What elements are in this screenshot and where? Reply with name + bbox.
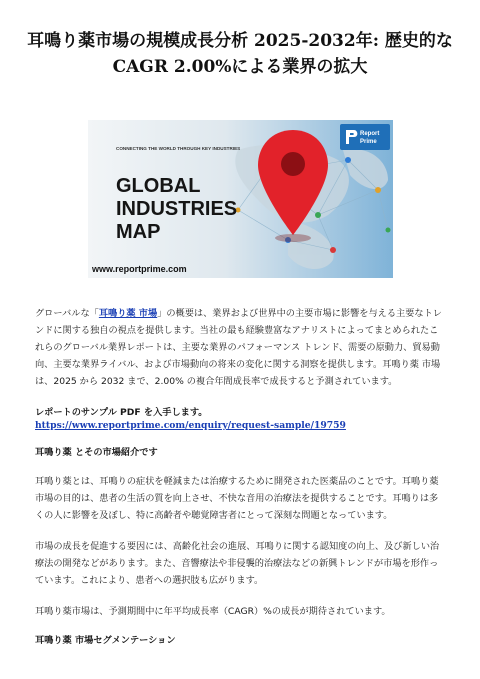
document-title: 耳鳴り薬市場の規模成長分析 2025-2032年: 歴史的なCAGR 2.00%による業界の拡大 <box>27 31 453 77</box>
hero-tagline: CONNECTING THE WORLD THROUGH KEY INDUSTRIES <box>116 146 241 151</box>
sample-request <box>35 406 447 432</box>
intro-prefix: グローバルな「 <box>35 308 99 319</box>
growth-factors-paragraph: 市場の成長を促進する要因には、高齢化社会の進展、耳鳴りに関する認知度の向上、及び新しい治療法の開発などがあります。また、音響療法や非侵襲的治療法などの新興トレンドが市場を形作っています。これにより、患者への選択肢も広がります。 <box>35 541 440 586</box>
hero-heading-line2: INDUSTRIES <box>116 198 238 220</box>
description-paragraph: 耳鳴り薬とは、耳鳴りの症状を軽減または治療するために開発された医薬品のことです。耳鳴り薬市場の目的は、患者の生活の質を向上させ、不快な音用の治療法を提供することです。耳鳴りは多くの人に影響を及ぼし、特に高齢者や聴覚障害者にとって深刻な問題となっています。 <box>35 476 439 521</box>
hero-website: www.reportprime.com <box>92 264 187 274</box>
sample-label: レポートのサンプル PDF を入手します。 <box>35 407 208 418</box>
hero-image <box>88 120 393 278</box>
section-heading-segmentation: 耳鳴り薬 市場セグメンテーション <box>35 635 176 646</box>
intro-paragraph <box>35 305 447 390</box>
intro-text: 」の概要は、業界および世界中の主要市場に影響を与える主要なトレンドに関する独自の視点を提供します。当社の最も経験豊富なアナリストによってまとめられたこれらのグローバル業界レポートは、主要な業界のパフォーマンス トレンド、需要の原動力、貿易動向、主要な業界ライバル、および市場動向の将来の変化に関する洞察を提供します。耳鳴り薬 市場は、2025 から 2032 まで、2.00% の複合年間成長率で成長すると予測されています。 <box>35 308 442 387</box>
logo-line2: Prime <box>360 139 377 145</box>
market-link[interactable]: 耳鳴り薬 市場 <box>98 308 158 319</box>
logo-line1: Report <box>360 131 380 137</box>
section-heading-intro: 耳鳴り薬 とその市場紹介です <box>35 447 158 458</box>
report-prime-logo <box>340 124 390 150</box>
cagr-paragraph: 耳鳴り薬市場は、予測期間中に年平均成長率（CAGR）%の成長が期待されています。 <box>35 606 391 617</box>
sample-link[interactable]: https://www.reportprime.com/enquiry/request-sample/19759 <box>35 420 346 431</box>
hero-heading-line3: MAP <box>116 221 161 243</box>
hero-heading-line1: GLOBAL <box>116 175 201 197</box>
article-body <box>35 305 447 649</box>
